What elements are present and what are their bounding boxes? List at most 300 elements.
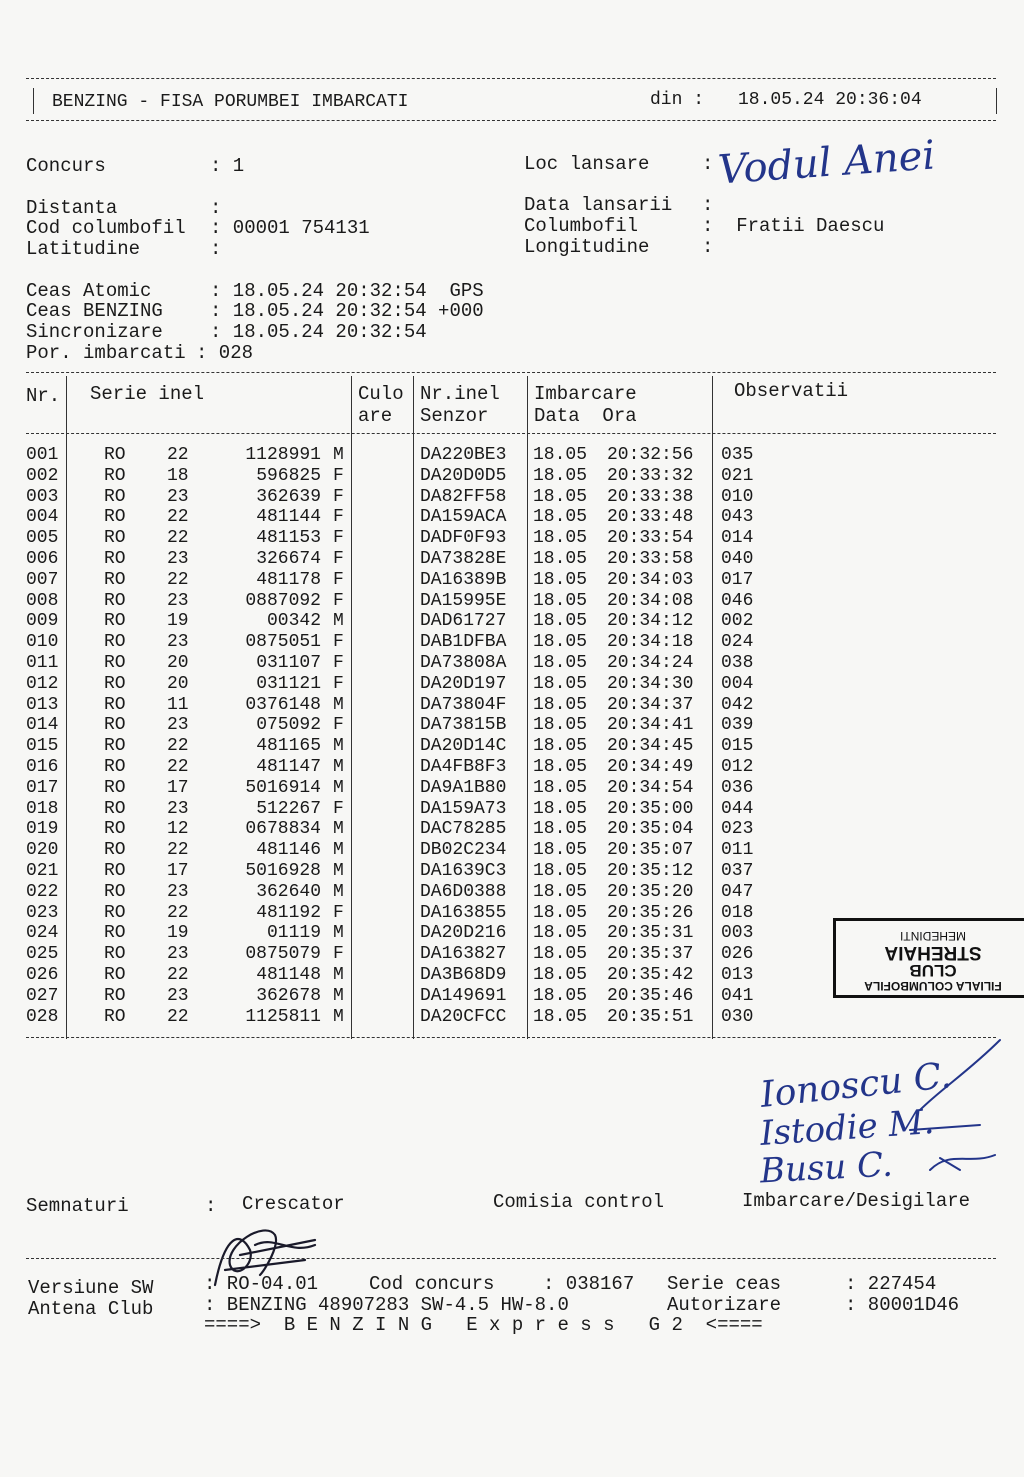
cell-date: 18.05 (533, 965, 588, 985)
header-left-bar (33, 88, 34, 114)
cell-ring: 481147 (256, 757, 321, 777)
cell-nr: 004 (26, 507, 59, 528)
cell-ring: 362678 (256, 985, 321, 1006)
cell-sensor: DA159ACA (420, 507, 507, 528)
cell-ring: 0376148 (245, 694, 321, 715)
cell-country: RO (104, 757, 126, 777)
cell-time: 20:35:26 (607, 902, 694, 923)
cell-observatii: 002 (721, 611, 754, 632)
cod-concurs-label: Cod concurs (369, 1273, 495, 1295)
cell-date: 18.05 (533, 590, 588, 611)
cell-year: 23 (167, 632, 189, 653)
cell-observatii: 040 (721, 549, 754, 569)
cell-date: 18.05 (533, 902, 588, 923)
cell-sex: M (333, 881, 344, 902)
col-divider-imbarcare (712, 376, 713, 1039)
cell-date: 18.05 (533, 673, 588, 694)
cell-sensor: DA9A1B80 (420, 777, 507, 798)
cell-date: 18.05 (533, 840, 588, 861)
cell-time: 20:34:08 (607, 590, 694, 611)
cell-ring: 01119 (266, 923, 321, 944)
data-lansarii-value: : (702, 194, 714, 216)
cell-sex: M (333, 611, 344, 632)
cell-time: 20:34:18 (607, 632, 694, 653)
cell-sex: F (333, 486, 344, 507)
cell-sensor: DA20D197 (420, 673, 507, 694)
cell-year: 22 (167, 507, 189, 528)
cod-concurs-value: : 038167 (543, 1273, 635, 1295)
cell-date: 18.05 (533, 632, 588, 653)
cell-date: 18.05 (533, 861, 588, 881)
table-header-border (26, 433, 996, 434)
cell-country: RO (104, 881, 126, 902)
cell-year: 23 (167, 715, 189, 736)
cell-time: 20:34:24 (607, 653, 694, 673)
cell-country: RO (104, 590, 126, 611)
cell-ring: 031107 (256, 653, 321, 673)
cell-date: 18.05 (533, 944, 588, 965)
cell-nr: 005 (26, 528, 59, 549)
cell-observatii: 044 (721, 798, 754, 819)
sincronizare-value: : 18.05.24 20:32:54 (210, 321, 427, 343)
cell-sex: F (333, 569, 344, 590)
cell-country: RO (104, 736, 126, 757)
cell-sex: M (333, 819, 344, 840)
cell-country: RO (104, 715, 126, 736)
cell-observatii: 018 (721, 902, 754, 923)
cell-time: 20:33:58 (607, 549, 694, 569)
cell-nr: 016 (26, 757, 59, 777)
cell-observatii: 021 (721, 465, 754, 486)
cell-date: 18.05 (533, 549, 588, 569)
ceas-benzing-value: : 18.05.24 20:32:54 +000 (210, 300, 484, 322)
handwritten-name-1: Ionoscu C. (758, 1055, 954, 1116)
cell-year: 23 (167, 549, 189, 569)
cell-observatii: 046 (721, 590, 754, 611)
cell-sensor: DA163827 (420, 944, 507, 965)
handwritten-name-3: Busu C. (759, 1144, 894, 1192)
comisia-control-label: Comisia control (493, 1191, 665, 1213)
latitudine-value: : (210, 238, 222, 260)
cell-nr: 027 (26, 985, 59, 1006)
columbofil-label: Columbofil (524, 215, 639, 237)
cell-date: 18.05 (533, 528, 588, 549)
cell-country: RO (104, 653, 126, 673)
cell-country: RO (104, 902, 126, 923)
cell-time: 20:34:54 (607, 777, 694, 798)
cell-nr: 024 (26, 923, 59, 944)
cell-nr: 015 (26, 736, 59, 757)
cell-nr: 010 (26, 632, 59, 653)
cell-observatii: 036 (721, 777, 754, 798)
cell-sex: M (333, 861, 344, 881)
cell-nr: 003 (26, 486, 59, 507)
header-bottom-border (26, 120, 996, 121)
cell-sex: M (333, 445, 344, 465)
cell-sex: M (333, 923, 344, 944)
header-imbarcare-1: Imbarcare (534, 383, 637, 405)
cell-time: 20:35:46 (607, 985, 694, 1006)
cell-date: 18.05 (533, 465, 588, 486)
cell-ring: 481192 (256, 902, 321, 923)
cell-country: RO (104, 923, 126, 944)
cell-year: 23 (167, 985, 189, 1006)
cell-time: 20:34:41 (607, 715, 694, 736)
cell-nr: 006 (26, 549, 59, 569)
cell-sex: M (333, 757, 344, 777)
cell-sensor: DA16389B (420, 569, 507, 590)
longitudine-label: Longitudine (524, 236, 650, 258)
cell-observatii: 047 (721, 881, 754, 902)
latitudine-label: Latitudine (26, 238, 141, 260)
cell-year: 11 (167, 694, 189, 715)
cell-ring: 362639 (256, 486, 321, 507)
cell-country: RO (104, 507, 126, 528)
cell-sex: F (333, 632, 344, 653)
cell-country: RO (104, 1006, 126, 1027)
header-imbarcare-2: Data Ora (534, 405, 637, 427)
cell-sex: M (333, 1006, 344, 1027)
cell-date: 18.05 (533, 923, 588, 944)
cell-observatii: 039 (721, 715, 754, 736)
cell-ring: 481146 (256, 840, 321, 861)
header-top-border (26, 78, 996, 79)
ceas-atomic-label: Ceas Atomic (26, 280, 152, 302)
cell-observatii: 011 (721, 840, 754, 861)
autorizare-value: : 80001D46 (845, 1294, 960, 1316)
cell-sensor: DB02C234 (420, 840, 507, 861)
cell-country: RO (104, 569, 126, 590)
cell-country: RO (104, 528, 126, 549)
versiune-sw-value: : RO-04.01 (204, 1273, 319, 1295)
cell-country: RO (104, 798, 126, 819)
cell-country: RO (104, 632, 126, 653)
versiune-sw-label: Versiune SW (28, 1277, 154, 1299)
cell-sex: M (333, 840, 344, 861)
cell-sensor: DA73815B (420, 715, 507, 736)
cell-nr: 012 (26, 673, 59, 694)
cell-sensor: DA73808A (420, 653, 507, 673)
col-divider-nr (66, 376, 67, 1039)
cell-ring: 362640 (256, 881, 321, 902)
concurs-value: : 1 (210, 155, 245, 177)
cod-columbofil-label: Cod columbofil (26, 217, 186, 239)
cell-nr: 009 (26, 611, 59, 632)
cell-time: 20:33:38 (607, 486, 694, 507)
cell-nr: 018 (26, 798, 59, 819)
cell-nr: 014 (26, 715, 59, 736)
cell-observatii: 024 (721, 632, 754, 653)
cell-nr: 020 (26, 840, 59, 861)
cell-year: 18 (167, 465, 189, 486)
cell-sensor: DA73804F (420, 694, 507, 715)
cell-year: 23 (167, 944, 189, 965)
cell-date: 18.05 (533, 653, 588, 673)
cell-year: 22 (167, 528, 189, 549)
cell-time: 20:35:00 (607, 798, 694, 819)
cell-country: RO (104, 944, 126, 965)
cell-nr: 019 (26, 819, 59, 840)
cell-sex: F (333, 507, 344, 528)
data-lansarii-label: Data lansarii (524, 194, 673, 216)
cell-ring: 596825 (256, 465, 321, 486)
cell-observatii: 030 (721, 1006, 754, 1027)
cell-observatii: 015 (721, 736, 754, 757)
cell-time: 20:33:48 (607, 507, 694, 528)
cell-year: 23 (167, 590, 189, 611)
sincronizare-label: Sincronizare (26, 321, 163, 343)
cell-country: RO (104, 861, 126, 881)
cell-year: 17 (167, 777, 189, 798)
columbofil-value: : Fratii Daescu (702, 215, 885, 237)
commission-signatures (900, 1030, 1010, 1180)
cell-ring: 481144 (256, 507, 321, 528)
cell-observatii: 023 (721, 819, 754, 840)
serie-ceas-value: : 227454 (845, 1273, 937, 1295)
cell-sex: F (333, 590, 344, 611)
cell-time: 20:34:37 (607, 694, 694, 715)
cell-year: 19 (167, 611, 189, 632)
cell-nr: 023 (26, 902, 59, 923)
crescator-label: Crescator (242, 1193, 345, 1215)
cell-observatii: 026 (721, 944, 754, 965)
cell-nr: 025 (26, 944, 59, 965)
cell-observatii: 037 (721, 861, 754, 881)
cell-sex: M (333, 777, 344, 798)
cell-sensor: DA20CFCC (420, 1006, 507, 1027)
header-nr-inel-1: Nr.inel (420, 383, 500, 405)
club-stamp (833, 918, 1024, 998)
loc-lansare-colon: : (702, 153, 714, 175)
cell-year: 22 (167, 840, 189, 861)
cell-ring: 0887092 (245, 590, 321, 611)
cell-ring: 0678834 (245, 819, 321, 840)
cell-ring: 481165 (256, 736, 321, 757)
cell-nr: 007 (26, 569, 59, 590)
por-imbarcati-value: : 028 (196, 342, 254, 364)
header-nr: Nr. (26, 385, 61, 407)
table-top-border (26, 372, 996, 373)
cell-ring: 481153 (256, 528, 321, 549)
cell-ring: 0875051 (245, 632, 321, 653)
cell-ring: 512267 (256, 798, 321, 819)
cell-ring: 326674 (256, 549, 321, 569)
cell-sex: F (333, 902, 344, 923)
cell-sensor: DA159A73 (420, 798, 507, 819)
serie-ceas-label: Serie ceas (667, 1273, 782, 1295)
cell-country: RO (104, 777, 126, 798)
cell-year: 19 (167, 923, 189, 944)
cell-country: RO (104, 486, 126, 507)
din-label: din : (650, 90, 705, 110)
ceas-benzing-label: Ceas BENZING (26, 300, 163, 322)
cell-date: 18.05 (533, 715, 588, 736)
loc-lansare-label: Loc lansare (524, 153, 650, 175)
cell-observatii: 042 (721, 694, 754, 715)
cell-time: 20:35:51 (607, 1006, 694, 1027)
cell-year: 22 (167, 445, 189, 465)
cell-sensor: DA15995E (420, 590, 507, 611)
stamp-line-1: FILIALA COLUMBOFILA (864, 979, 1002, 993)
cell-ring: 0875079 (245, 944, 321, 965)
cell-ring: 031121 (256, 673, 321, 694)
handwritten-name-2: Istodie M. (758, 1101, 936, 1155)
benzing-express-line: ====> B E N Z I N G E x p r e s s G 2 <==== (204, 1314, 763, 1336)
cell-nr: 028 (26, 1006, 59, 1027)
cell-year: 23 (167, 881, 189, 902)
cell-time: 20:35:42 (607, 965, 694, 985)
cell-nr: 022 (26, 881, 59, 902)
cell-sex: F (333, 944, 344, 965)
page-title: BENZING - FISA PORUMBEI IMBARCATI (52, 92, 409, 112)
cell-sensor: DA3B68D9 (420, 965, 507, 985)
cell-date: 18.05 (533, 569, 588, 590)
col-divider-culoare (413, 376, 414, 1039)
cell-sensor: DA1639C3 (420, 861, 507, 881)
cell-time: 20:35:20 (607, 881, 694, 902)
cell-observatii: 017 (721, 569, 754, 590)
cell-year: 22 (167, 569, 189, 590)
cell-year: 22 (167, 902, 189, 923)
cell-sensor: DA82FF58 (420, 486, 507, 507)
cell-sex: F (333, 549, 344, 569)
cell-date: 18.05 (533, 819, 588, 840)
cell-sensor: DA73828E (420, 549, 507, 569)
cell-sensor: DAD61727 (420, 611, 507, 632)
cell-time: 20:34:49 (607, 757, 694, 777)
header-serie-inel: Serie inel (90, 383, 205, 405)
cell-observatii: 010 (721, 486, 754, 507)
cell-year: 22 (167, 757, 189, 777)
cell-time: 20:33:54 (607, 528, 694, 549)
cell-time: 20:34:30 (607, 673, 694, 694)
cell-country: RO (104, 965, 126, 985)
cell-observatii: 013 (721, 965, 754, 985)
cell-time: 20:35:12 (607, 861, 694, 881)
stamp-line-3: STREHAIA (884, 941, 982, 963)
cell-sensor: DA20D14C (420, 736, 507, 757)
cell-date: 18.05 (533, 611, 588, 632)
cell-date: 18.05 (533, 757, 588, 777)
cell-country: RO (104, 985, 126, 1006)
cell-ring: 5016928 (245, 861, 321, 881)
cell-sensor: DA6D0388 (420, 881, 507, 902)
cell-ring: 075092 (256, 715, 321, 736)
cell-time: 20:35:04 (607, 819, 694, 840)
cell-sensor: DA20D216 (420, 923, 507, 944)
cell-time: 20:32:56 (607, 445, 694, 465)
cell-time: 20:34:03 (607, 569, 694, 590)
cell-date: 18.05 (533, 881, 588, 902)
cell-date: 18.05 (533, 445, 588, 465)
cell-date: 18.05 (533, 486, 588, 507)
cell-sex: M (333, 694, 344, 715)
cell-year: 20 (167, 673, 189, 694)
cell-observatii: 014 (721, 528, 754, 549)
cell-year: 23 (167, 486, 189, 507)
cell-year: 12 (167, 819, 189, 840)
cell-time: 20:35:07 (607, 840, 694, 861)
cell-observatii: 041 (721, 985, 754, 1006)
stamp-line-2: CLUB (909, 961, 957, 981)
antena-club-label: Antena Club (28, 1298, 154, 1320)
cod-columbofil-value: : 00001 754131 (210, 217, 370, 239)
cell-date: 18.05 (533, 985, 588, 1006)
cell-sensor: DA149691 (420, 985, 507, 1006)
cell-sex: F (333, 653, 344, 673)
cell-time: 20:35:31 (607, 923, 694, 944)
cell-nr: 017 (26, 777, 59, 798)
cell-country: RO (104, 840, 126, 861)
semnaturi-colon: : (205, 1195, 217, 1217)
distanta-value: : (210, 197, 222, 219)
antena-club-value: : BENZING 48907283 SW-4.5 HW-8.0 (204, 1294, 569, 1316)
col-divider-serie (351, 376, 352, 1039)
cell-time: 20:34:12 (607, 611, 694, 632)
cell-sensor: DA4FB8F3 (420, 757, 507, 777)
cell-time: 20:35:37 (607, 944, 694, 965)
cell-ring: 5016914 (245, 777, 321, 798)
imbarcare-desigilare-label: Imbarcare/Desigilare (742, 1190, 971, 1212)
header-nr-inel-2: Senzor (420, 405, 489, 427)
stamp-line-4: MEHEDINTI (900, 928, 966, 943)
autorizare-label: Autorizare (667, 1294, 782, 1316)
cell-date: 18.05 (533, 1006, 588, 1027)
cell-year: 20 (167, 653, 189, 673)
cell-sensor: DAC78285 (420, 819, 507, 840)
cell-observatii: 035 (721, 445, 754, 465)
cell-year: 17 (167, 861, 189, 881)
cell-observatii: 043 (721, 507, 754, 528)
cell-observatii: 004 (721, 673, 754, 694)
cell-nr: 008 (26, 590, 59, 611)
cell-sensor: DA163855 (420, 902, 507, 923)
cell-sensor: DA220BE3 (420, 445, 507, 465)
longitudine-value: : (702, 236, 714, 258)
cell-year: 22 (167, 1006, 189, 1027)
header-observatii: Observatii (734, 380, 849, 402)
cell-sex: F (333, 715, 344, 736)
cell-date: 18.05 (533, 507, 588, 528)
din-value: 18.05.24 20:36:04 (738, 90, 922, 110)
cell-ring: 481148 (256, 965, 321, 985)
header-culoare-2: are (358, 405, 393, 427)
cell-nr: 001 (26, 445, 59, 465)
cell-sex: M (333, 985, 344, 1006)
col-divider-senzor (527, 376, 528, 1039)
cell-date: 18.05 (533, 694, 588, 715)
header-culoare-1: Culo (358, 383, 404, 405)
cell-year: 22 (167, 736, 189, 757)
footer-top-border (26, 1258, 996, 1259)
semnaturi-label: Semnaturi (26, 1195, 129, 1217)
cell-country: RO (104, 819, 126, 840)
cell-sex: M (333, 965, 344, 985)
por-imbarcati-label: Por. imbarcati (26, 342, 186, 364)
cell-sex: F (333, 798, 344, 819)
cell-ring: 1125811 (245, 1006, 321, 1027)
distanta-label: Distanta (26, 197, 118, 219)
cell-observatii: 038 (721, 653, 754, 673)
cell-country: RO (104, 673, 126, 694)
cell-observatii: 012 (721, 757, 754, 777)
table-bottom-border (26, 1037, 996, 1038)
cell-date: 18.05 (533, 777, 588, 798)
cell-ring: 481178 (256, 569, 321, 590)
cell-nr: 021 (26, 861, 59, 881)
cell-sensor: DADF0F93 (420, 528, 507, 549)
header-right-bar (996, 88, 997, 114)
